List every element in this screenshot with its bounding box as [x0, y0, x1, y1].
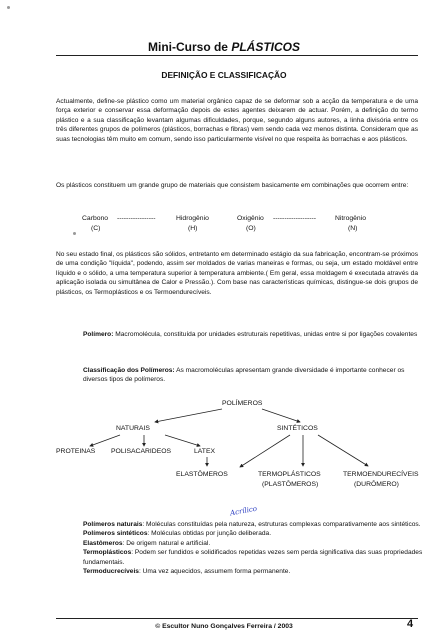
- polymer-label: Polímero:: [83, 331, 114, 338]
- element-hidrogenio: Hidrogênio: [176, 215, 209, 222]
- node-elastomeros: ELASTÔMEROS: [176, 471, 228, 478]
- title-emphasis: PLÁSTICOS: [231, 40, 300, 54]
- footer-rule: [56, 618, 418, 619]
- node-plastomeros: (PLASTÔMEROS): [262, 481, 319, 488]
- node-termoplasticos: TERMOPLÁSTICOS: [258, 471, 321, 478]
- symbol-h: (H): [188, 225, 198, 232]
- intro-paragraph-2: Os plásticos constituem um grande grupo de materiais que consistem basicamente em combinações que ocorrem entre:: [56, 182, 409, 189]
- intro-paragraph-1: Actualmente, define-se plástico como um material orgânico capaz de se deformar sob a acção da temperatura e de uma força exterior e conservar essa deformação depois de estes agentes deixarem de actuar. Porém, a definição do termo plástico e a sua classificação levantam algumas dificuldades, porque, segundo alguns autores, a linha divisória entre os três diferentes grupos de polímeros (plásticos, borrachas e fibras) vem sendo cada vez menos distinta. Consideram que as suas tecnologias têm muito em comum, sendo isso particularmente visível no que respeita às borrachas e aos plásticos.: [56, 98, 418, 143]
- element-dash-1: -----------------: [117, 215, 156, 222]
- symbol-n: (N): [348, 225, 358, 232]
- page-number: 4: [407, 618, 414, 630]
- section-title: DEFINIÇÃO E CLASSIFICAÇÃO: [161, 70, 287, 80]
- node-latex: LATEX: [194, 448, 216, 455]
- classification-label: Classificação dos Polímeros:: [83, 367, 175, 374]
- node-sinteticos: SINTÉTICOS: [277, 425, 318, 432]
- symbol-c: (C): [91, 225, 101, 232]
- handwritten-note: Acrílico: [229, 504, 258, 518]
- definition-text: : Podem ser fundidos e solidificados repetidas vezes sem perda significativa das suas propriedades fundamentais.: [83, 549, 423, 566]
- edge-naturais-proteinas: [90, 435, 120, 446]
- title-prefix: Mini-Curso de: [147, 40, 232, 54]
- node-termoendureciveis: TERMOENDURECÍVEIS: [343, 471, 419, 478]
- node-polimeros: POLÍMEROS: [222, 400, 263, 407]
- definition-term: Polímeros sintéticos: [83, 530, 148, 538]
- definition-term: Termoducrecíveis: [83, 568, 139, 576]
- edge-root-sinteticos: [262, 409, 300, 422]
- edge-sinteticos-termoendureciveis: [318, 435, 368, 466]
- element-oxigenio: Oxigênio: [237, 215, 264, 222]
- definitions-list: [83, 520, 423, 576]
- node-duromero: (DURÔMERO): [354, 481, 399, 488]
- definition-term: Polímeros naturais: [83, 521, 143, 528]
- definition-term: Termoplásticos: [83, 549, 132, 557]
- node-proteinas: PROTEINAS: [56, 448, 96, 455]
- definition-item: [83, 520, 423, 529]
- definition-text: : Moléculas obtidas por junção deliberada.: [147, 530, 272, 538]
- symbol-o: (O): [246, 225, 256, 232]
- polymer-text: Macromolécula, constituída por unidades estruturais repetitivas, unidas entre si por ligações covalentes: [113, 331, 418, 338]
- definition-item: [83, 567, 423, 576]
- definition-text: : Moléculas constituídas pela natureza, estruturas complexas comparativamente aos sintéticos.: [142, 521, 421, 528]
- state-paragraph: No seu estado final, os plásticos são sólidos, entretanto em determinado estágio da sua fabricação, encontram-se próximos de uma condição "líquida", podendo, assim ser moldados de varias maneiras e formas, ou seja, um estado moldável entre líquido e o sólido, a uma temperatura superior à temperatura ambiente.( Em geral, essa moldagem é executada através da aplicação isolada ou simultânea de Calor e Pressão.). Com base nas características químicas, distingue-se dois grupos de plásticos, os Termoplásticos e os Termoendurecíveis.: [56, 251, 418, 296]
- edge-sinteticos-elastomeros: [240, 435, 290, 467]
- footer-credit: © Escultor Nuno Gonçalves Ferreira / 2003: [155, 623, 293, 630]
- element-dash-2: -------------------: [273, 215, 317, 222]
- edge-naturais-latex: [165, 435, 200, 446]
- definition-term: Elastômeros: [83, 539, 123, 547]
- node-polisacarideos: POLISACARIDEOS: [111, 448, 172, 455]
- element-nitrogenio: Nitrogênio: [335, 215, 366, 222]
- definition-text: : Uma vez aquecidos, assumem forma permanente.: [138, 568, 291, 576]
- node-naturais: NATURAIS: [116, 425, 150, 432]
- definition-item: [83, 529, 423, 538]
- element-carbono: Carbono: [82, 215, 109, 222]
- definition-item: [83, 548, 423, 567]
- edge-root-naturais: [155, 409, 222, 422]
- definition-item: [83, 539, 423, 548]
- definition-text: : De origem natural e artificial.: [122, 539, 211, 547]
- classification-text: As macromoléculas apresentam grande diversidade é importante conhecer os diversos tipos de polímeros.: [83, 367, 405, 384]
